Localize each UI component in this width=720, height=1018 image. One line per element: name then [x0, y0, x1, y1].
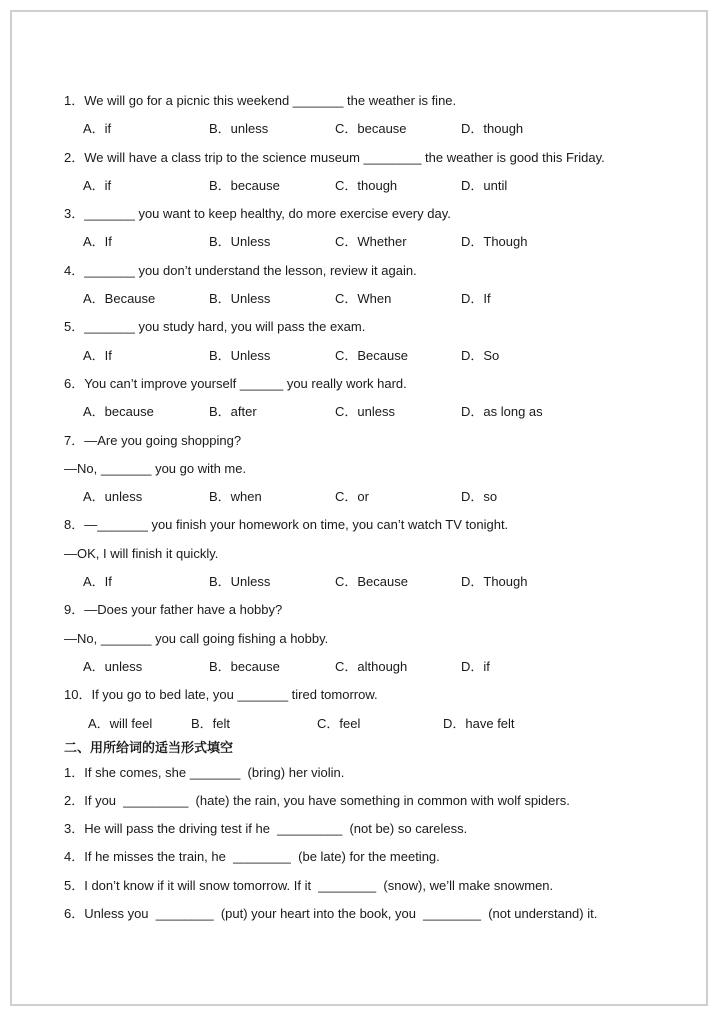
question-options — [64, 289, 684, 317]
option-d: D．So — [461, 347, 500, 363]
question-stem-reply: —OK, I will finish it quickly. — [64, 545, 219, 561]
option-d: D．If — [461, 291, 491, 307]
option-c: C．Whether — [335, 234, 407, 250]
option-a: A．because — [83, 404, 154, 420]
option-a: A．unless — [83, 658, 143, 674]
worksheet-content — [64, 91, 684, 932]
question-stem: 7．—Are you going shopping? — [64, 432, 242, 448]
option-c: C．though — [335, 177, 398, 193]
question-options — [64, 657, 684, 685]
option-d: D．have felt — [443, 715, 515, 731]
question-options — [64, 487, 684, 515]
option-c: C．Because — [335, 347, 408, 363]
option-b: B．Unless — [209, 347, 271, 363]
option-d: D．Though — [461, 574, 528, 590]
option-b: B．because — [209, 658, 280, 674]
option-c: C．or — [335, 489, 369, 505]
question-stem-reply: —No, _______ you call going fishing a hobby. — [64, 630, 329, 646]
option-a: A．if — [83, 177, 112, 193]
question-stem: 4．_______ you don’t understand the lesson, review it again. — [64, 262, 417, 278]
question-stem: 9．—Does your father have a hobby? — [64, 602, 283, 618]
option-b: B．Unless — [209, 291, 271, 307]
question-stem: 5．_______ you study hard, you will pass the exam. — [64, 319, 366, 335]
question-stem: 1．We will go for a picnic this weekend _______ the weather is fine. — [64, 93, 457, 108]
fill-blank-item: 1．If she comes, she _______ (bring) her violin. — [64, 764, 345, 780]
option-d: D．if — [461, 658, 490, 674]
option-a: A．Because — [83, 291, 156, 307]
option-d: D．so — [461, 489, 498, 505]
option-b: B．felt — [191, 715, 231, 731]
fill-blank-item: 5．I don’t know if it will snow tomorrow. If it ________ (snow), we’ll make snowmen. — [64, 877, 554, 893]
option-c: C．unless — [335, 404, 395, 420]
question-options — [64, 572, 684, 600]
option-a: A．unless — [83, 489, 143, 505]
question-stem: 8．—_______ you finish your homework on time, you can’t watch TV tonight. — [64, 517, 509, 533]
option-c: C．feel — [317, 715, 361, 731]
fill-blank-item: 2．If you _________ (hate) the rain, you have something in common with wolf spiders. — [64, 792, 570, 808]
question-options — [64, 176, 684, 204]
question-options — [64, 714, 684, 738]
option-c: C．Because — [335, 574, 408, 590]
option-d: D．though — [461, 121, 524, 137]
question-stem: 2．We will have a class trip to the science museum ________ the weather is good this Friday. — [64, 149, 605, 165]
fill-blank-item: 6．Unless you ________ (put) your heart into the book, you ________ (not understand) it. — [64, 906, 598, 922]
option-b: B．because — [209, 177, 280, 193]
question-options — [64, 402, 684, 430]
fill-blank-item: 3．He will pass the driving test if he _________ (not be) so careless. — [64, 821, 468, 837]
fill-blank-item: 4．If he misses the train, he ________ (be late) for the meeting. — [64, 849, 440, 865]
option-c: C．because — [335, 121, 407, 137]
option-c: C．When — [335, 291, 392, 307]
option-b: B．unless — [209, 121, 269, 137]
section-heading: 二、用所给词的适当形式填空 — [64, 739, 234, 755]
option-d: D．as long as — [461, 404, 543, 420]
option-d: D．Though — [461, 234, 528, 250]
option-b: B．after — [209, 404, 257, 420]
question-stem: 10．If you go to bed late, you _______ tired tomorrow. — [64, 687, 378, 703]
option-a: A．If — [83, 234, 112, 250]
option-b: B．when — [209, 489, 262, 505]
option-c: C．although — [335, 658, 408, 674]
question-stem: 3．_______ you want to keep healthy, do more exercise every day. — [64, 206, 451, 222]
question-options — [64, 119, 684, 147]
question-options — [64, 346, 684, 374]
option-a: A．If — [83, 347, 112, 363]
option-a: A．if — [83, 121, 112, 137]
option-d: D．until — [461, 177, 508, 193]
option-a: A．will feel — [88, 715, 153, 731]
question-stem: 6．You can’t improve yourself ______ you really work hard. — [64, 375, 407, 391]
question-stem-reply: —No, _______ you go with me. — [64, 460, 247, 476]
option-b: B．Unless — [209, 234, 271, 250]
option-b: B．Unless — [209, 574, 271, 590]
question-options — [64, 232, 684, 260]
option-a: A．If — [83, 574, 112, 590]
